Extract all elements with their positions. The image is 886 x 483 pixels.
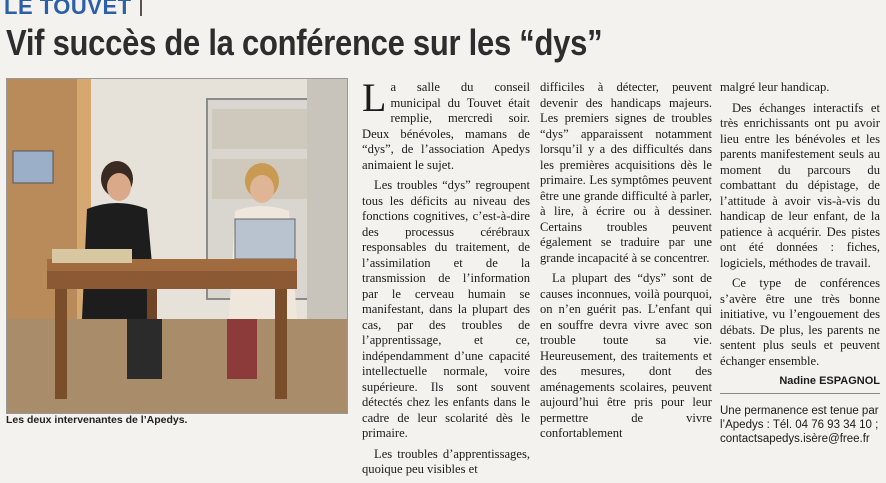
paragraph <box>362 75 530 173</box>
byline: Nadine ESPAGNOL <box>779 375 880 387</box>
article-column-1 <box>362 75 530 483</box>
paragraph-text: a salle du conseil municipal du Touvet était remplie, mercredi soir. Deux bénévoles, mamans de “dys”, de l’association Apedys animaient le sujet. <box>362 80 530 172</box>
paragraph: Des échanges interactifs et très enrichissants ont pu avoir lieu entre les bénévoles et les parents manifestement seuls au moment du parcours du combattant du dépistage, de l’attitude à avoir vis-à-vis du handicap de leur enfant, de la patience à acquérir. Des pistes ont été données : fiches, logiciels, méthodes de travail. <box>720 100 880 270</box>
paragraph: La plupart des “dys” sont de causes inconnues, voilà pourquoi, on n’en guérit pas. L’enfant qui en souffre devra vivre avec son trouble toute sa vie. Heureusement, des traitements et des mesures, dont des aménagements scolaires, peuvent aujourd’hui être pris pour leur permettre de vivre confortablement <box>540 271 712 440</box>
article-photo <box>6 78 348 414</box>
paragraph: Ce type de conférences s’avère être une très bonne initiative, vu l’engouement des débats. De plus, les parents ne sentent plus seuls et peuvent échanger ensemble. <box>720 276 880 368</box>
paragraph: difficiles à détecter, peuvent devenir des handicaps majeurs. Les premiers signes de troubles “dys” apparaissent notamment lorsqu’il y a des difficultés dans les premières acquisitions dès le primaire. Les symptômes peuvent être une grande difficulté à parler, à lire, à écrire ou à dessiner. Certains troubles peuvent également se traduire par une grande incapacité à se concentrer. <box>540 80 712 265</box>
article-column-2 <box>540 80 712 447</box>
paragraph: Les troubles “dys” regroupent tous les déficits au niveau des fonctions cognitives, c’est-à-dire des processus cérébraux responsables du traitement, de l’assimilation et de la transmission de l’information par le cerveau humain se manifestant, dans la plupart des cas, par des troubles de l’apprentissage, et ce, indépendamment d’une capacité intellectuelle normale, voire supérieure. Ils sont souvent détectés chez les enfants dans le cadre de leur scolarité dès le primaire. <box>362 178 530 440</box>
article-column-3 <box>720 80 880 446</box>
drop-cap: L <box>362 75 387 120</box>
section-kicker: LE TOUVET <box>4 0 132 19</box>
headline: Vif succès de la conférence sur les “dys” <box>6 22 603 63</box>
photo-caption: Les deux intervenantes de l’Apedys. <box>6 414 188 426</box>
paragraph: Les troubles d’apprentissages, quoique peu visibles et <box>362 446 530 476</box>
paragraph: malgré leur handicap. <box>720 80 830 94</box>
contact-note: Une permanence est tenue par l’Apedys : Tél. 04 76 93 34 10 ; contactsapedys.isère@free.fr <box>720 404 879 445</box>
divider <box>720 393 880 394</box>
kicker-divider <box>140 0 142 16</box>
